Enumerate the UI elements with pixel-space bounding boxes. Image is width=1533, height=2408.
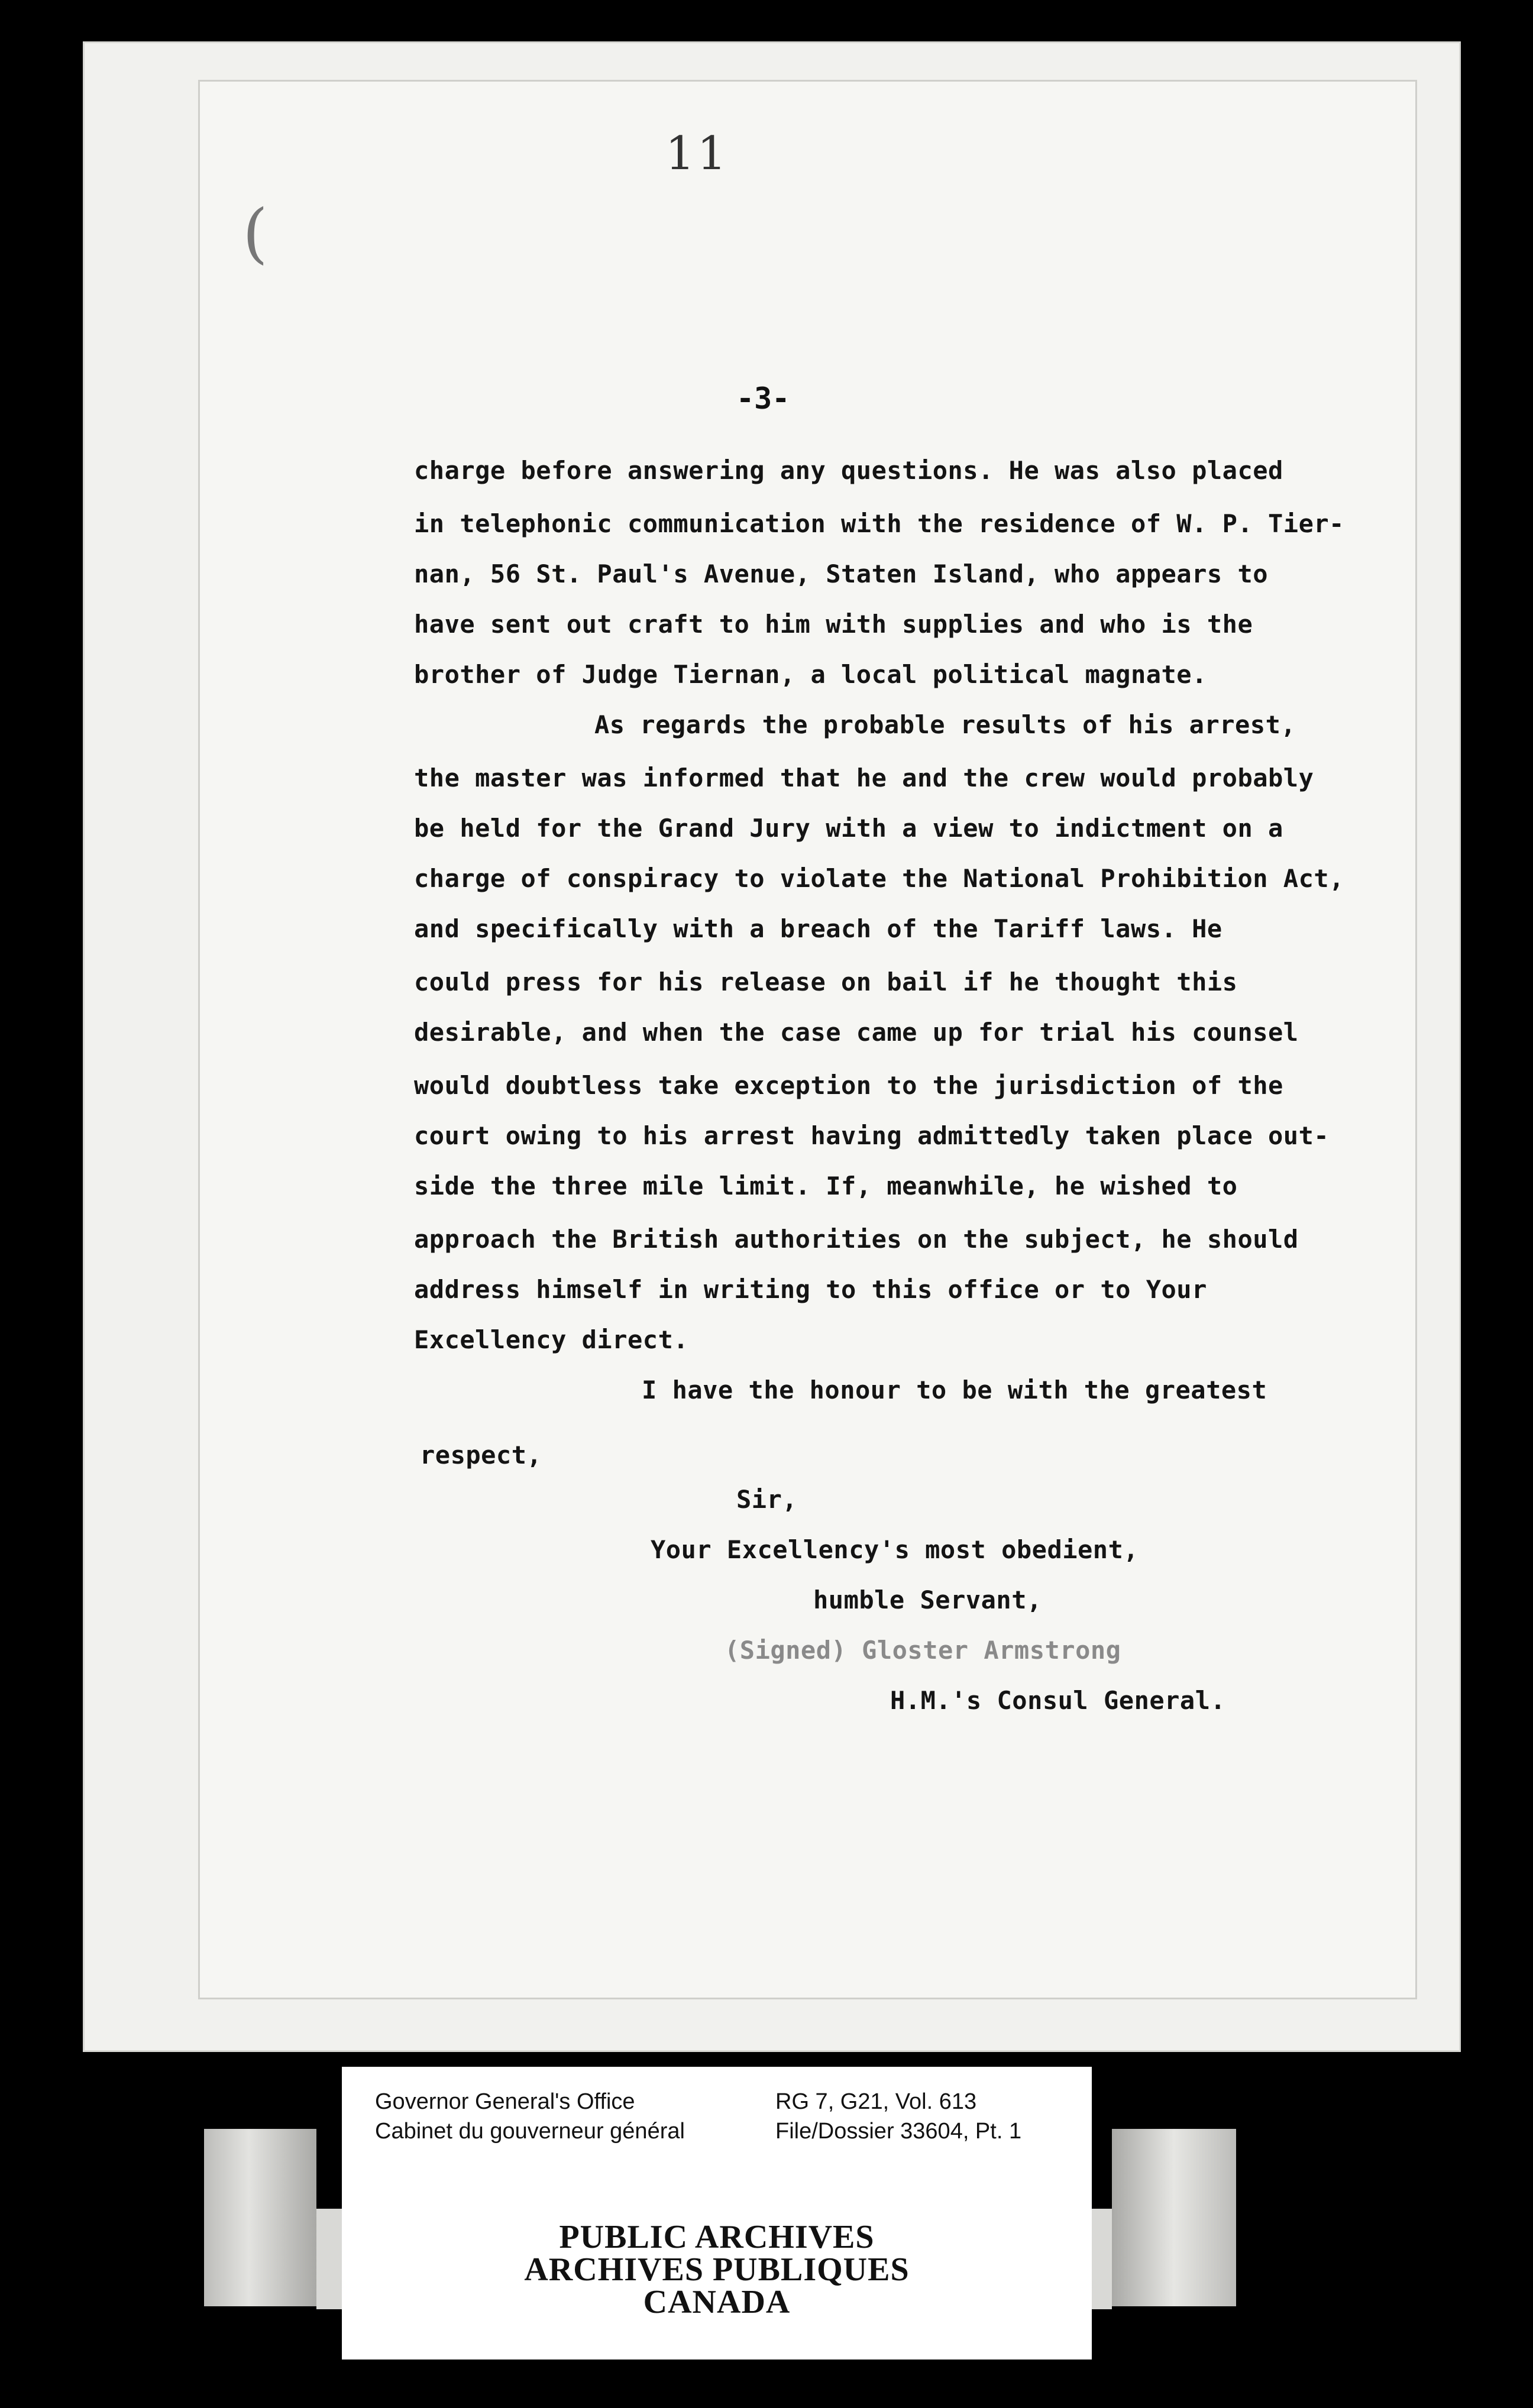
film-strip-right: [1112, 2129, 1236, 2306]
stamp-line: PUBLIC ARCHIVES: [559, 2219, 875, 2255]
body-line: have sent out craft to him with supplies and who is the: [414, 610, 1253, 639]
stamp-line: CANADA: [643, 2284, 791, 2320]
body-line: respect,: [420, 1441, 542, 1470]
archive-reference-label: [342, 2067, 1092, 2226]
closing-salutation: Sir,: [736, 1485, 798, 1514]
signature: (Signed) Gloster Armstrong: [725, 1636, 1121, 1665]
bracket-mark: (: [242, 195, 268, 271]
file-reference: File/Dossier 33604, Pt. 1: [775, 2119, 1022, 2144]
body-line: charge before answering any questions. He was also placed: [414, 456, 1283, 485]
signatory-title: H.M.'s Consul General.: [890, 1686, 1226, 1715]
body-line: side the three mile limit. If, meanwhile, he wished to: [414, 1171, 1238, 1200]
record-group-reference: RG 7, G21, Vol. 613: [775, 2089, 977, 2114]
body-line: I have the honour to be with the greatest: [642, 1375, 1267, 1404]
body-line: and specifically with a breach of the Tariff laws. He: [414, 914, 1222, 943]
film-strip-left: [204, 2129, 316, 2306]
folio-mark: 11: [665, 127, 729, 180]
body-line: nan, 56 St. Paul's Avenue, Staten Island, who appears to: [414, 559, 1269, 588]
body-line: charge of conspiracy to violate the National Prohibition Act,: [414, 864, 1344, 893]
office-english: Governor General's Office: [375, 2089, 635, 2114]
body-line: in telephonic communication with the residence of W. P. Tier-: [414, 509, 1344, 538]
body-line: court owing to his arrest having admittedly taken place out-: [414, 1121, 1330, 1150]
body-line: could press for his release on bail if he thought this: [414, 967, 1238, 996]
body-line: would doubtless take exception to the jurisdiction of the: [414, 1071, 1283, 1100]
body-line: approach the British authorities on the subject, he should: [414, 1225, 1299, 1254]
archives-stamp: [342, 2209, 1092, 2360]
body-line: Excellency direct.: [414, 1325, 689, 1354]
closing-line: humble Servant,: [813, 1585, 1042, 1614]
stamp-line: ARCHIVES PUBLIQUES: [524, 2251, 910, 2288]
closing-line: Your Excellency's most obedient,: [651, 1535, 1139, 1564]
office-french: Cabinet du gouverneur général: [375, 2119, 685, 2144]
body-line: brother of Judge Tiernan, a local political magnate.: [414, 660, 1207, 689]
body-line: As regards the probable results of his arrest,: [594, 710, 1296, 739]
page-number: -3-: [736, 381, 790, 416]
body-line: be held for the Grand Jury with a view to indictment on a: [414, 814, 1283, 843]
body-line: address himself in writing to this office or to Your: [414, 1275, 1207, 1304]
body-line: the master was informed that he and the crew would probably: [414, 763, 1314, 792]
body-line: desirable, and when the case came up for trial his counsel: [414, 1018, 1299, 1047]
